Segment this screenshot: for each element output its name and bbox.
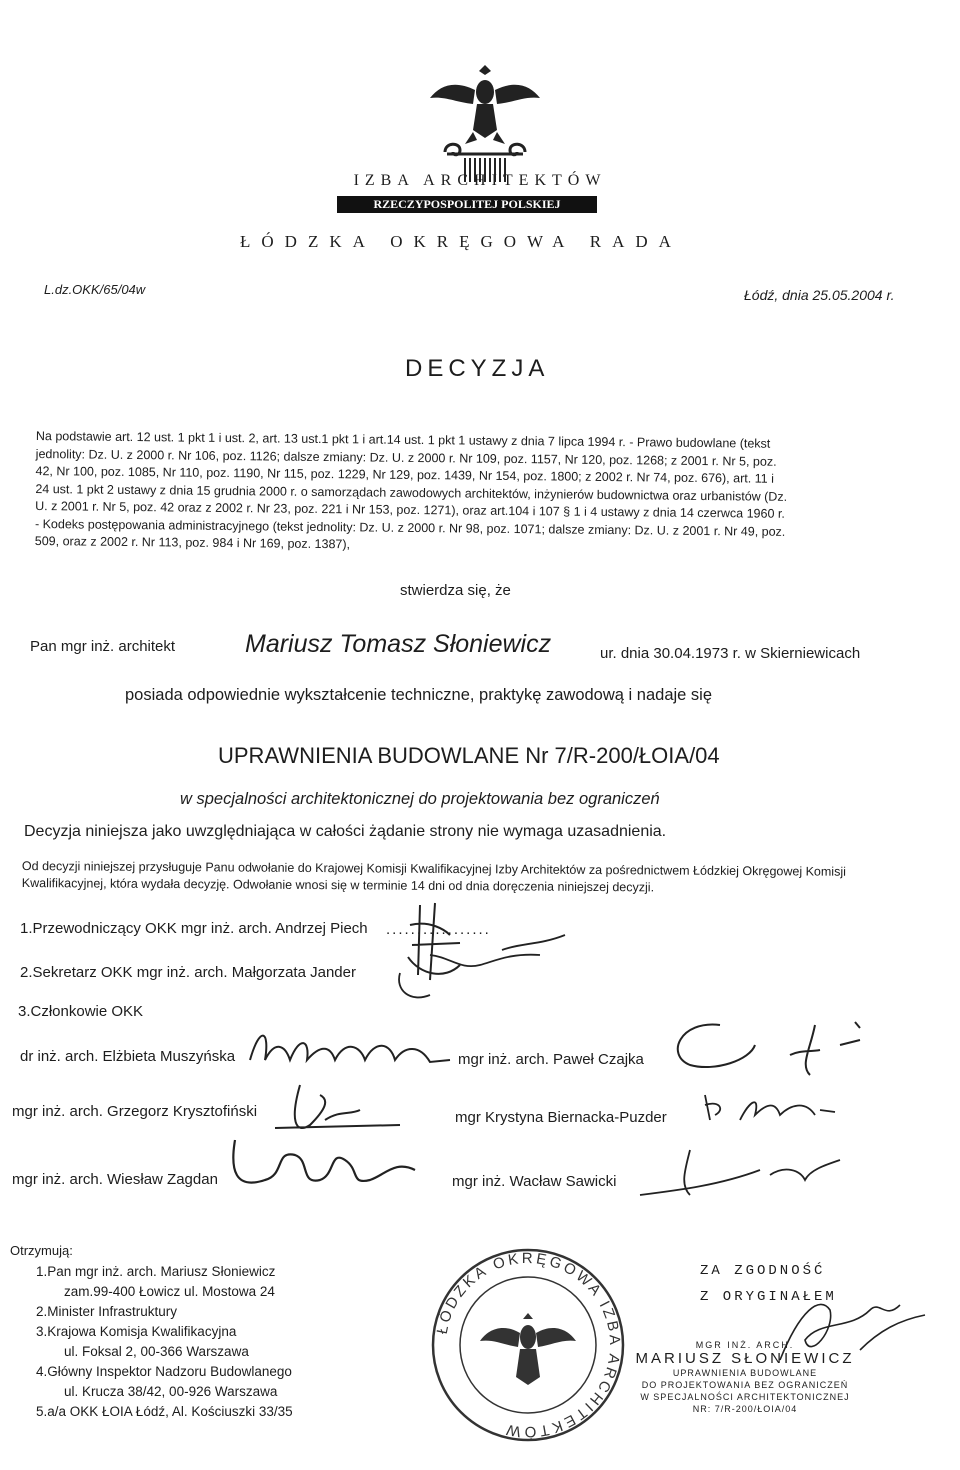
specialty-text: w specjalności architektonicznej do projektowania bez ograniczeń: [180, 790, 660, 808]
member-signatory: dr inż. arch. Elżbieta Muszyńska: [20, 1048, 236, 1065]
legal-line: - Kodeks postępowania administracyjnego (tekst jednolity: Dz. U. z 2000 r. Nr 98, poz. 1071; dalsze zmiany: Dz. U. z 2001 r. Nr 49, poz.: [34, 516, 786, 539]
chair-signatory: 1.Przewodniczący OKK mgr inż. arch. Andrzej Piech: [20, 920, 368, 937]
signature-czajka: [660, 1010, 880, 1080]
member-signatory: mgr Krystyna Biernacka-Puzder: [455, 1109, 667, 1126]
qualification-text: posiada odpowiednie wykształcenie techniczne, praktykę zawodową i nadaje się: [125, 686, 713, 704]
stamp-line: NR: 7/R-200/ŁOIA/04: [692, 1404, 798, 1414]
justification-note: Decyzja niniejsza jako uwzględniająca w całości żądanie strony nie wymaga uzasadnienia.: [24, 823, 667, 840]
signature-muszynska: [245, 1020, 455, 1080]
institution-subtitle: RZECZYPOSPOLITEJ POLSKIEJ: [337, 196, 597, 213]
stamp-name: MARIUSZ SŁONIEWICZ: [635, 1350, 855, 1367]
dotted-line: .................: [386, 921, 491, 938]
stwierdza-text: stwierdza się, że: [400, 582, 511, 599]
legal-line: jednolity: Dz. U. z 2000 r. Nr 106, poz. 1126; dalsze zmiany: Dz. U. z 2000 r. Nr 109, poz. 1157, Nr 120, poz. 1268; z 2001 r. Nr 5, poz.: [35, 446, 777, 469]
stamp-line: UPRAWNIENIA BUDOWLANE: [672, 1368, 818, 1378]
legal-line: Na podstawie art. 12 ust. 1 pkt 1 i ust. 2, art. 13 ust.1 pkt 1 i art.14 ust. 1 pkt 1 ustawy z dnia 7 lipca 1994 r. - Prawo budowlane (tekst: [35, 428, 771, 451]
seal-text: ŁÓDZKA OKRĘGOWA IZBA ARCHITEKTÓW: [433, 1249, 624, 1441]
document-title: DECYZJA: [405, 355, 550, 382]
legal-line: 24 ust. 1 pkt 2 ustawy z dnia 15 grudnia 2000 r. o samorządach zawodowych architektów, inżynierów budownictwa oraz urbanistów (Dz.: [35, 481, 788, 504]
council-name: ŁÓDZKA OKRĘGOWA RADA: [240, 232, 682, 251]
list-item: 2.Minister Infrastruktury: [36, 1304, 178, 1319]
svg-text:ŁÓDZKA OKRĘGOWA IZBA ARCHITEKT: [434, 1250, 623, 1440]
signature-sawicki: [630, 1140, 870, 1200]
person-prefix: Pan mgr inż. architekt: [30, 638, 176, 655]
recipients-list: [36, 1262, 293, 1422]
license-title: UPRAWNIENIA BUDOWLANE Nr 7/R-200/ŁOIA/04: [218, 743, 720, 768]
stamp-title: MGR INŻ. ARCH.: [695, 1340, 795, 1350]
member-signatory: mgr inż. arch. Wiesław Zagdan: [12, 1171, 218, 1188]
legal-line: U. z 2001 r. Nr 5, poz. 42 oraz z 2002 r. Nr 23, poz. 221 i Nr 153, poz. 1271), oraz art.104 i 107 § 1 i 4 ustawy z dnia 14 czerwca 1960 r.: [35, 498, 785, 521]
stamp-line: DO PROJEKTOWANIA BEZ OGRANICZEŃ: [641, 1380, 849, 1390]
list-item: zam.99-400 Łowicz ul. Mostowa 24: [64, 1284, 275, 1299]
list-item: ul. Krucza 38/42, 00-926 Warszawa: [64, 1384, 278, 1399]
legal-line: 42, Nr 100, poz. 1085, Nr 110, poz. 1190, Nr 115, poz. 1229, Nr 129, poz. 1439, Nr 154, poz. 1800; z 2002 r. Nr 74, poz. 676), art. 11 i: [35, 463, 775, 486]
person-birth: ur. dnia 30.04.1973 r. w Skierniewicach: [600, 645, 861, 662]
legal-basis: [35, 428, 906, 560]
signature-zagdan: [225, 1130, 425, 1200]
list-item: ul. Foksal 2, 00-366 Warszawa: [64, 1344, 249, 1359]
architect-stamp: [620, 1340, 870, 1415]
signature-puzder: [700, 1090, 840, 1130]
reference-number: L.dz.OKK/65/04w: [44, 282, 146, 297]
appeal-line: Od decyzji niniejszej przysługuje Panu odwołanie do Krajowej Komisji Kwalifikacyjnej Izby Architektów za pośrednictwem Łódzkiej Okręgowej Komisji: [21, 859, 846, 879]
eagle-emblem-icon: [415, 60, 555, 185]
members-header: 3.Członkowie OKK: [18, 1003, 144, 1020]
place-date: Łódź, dnia 25.05.2004 r.: [744, 287, 895, 303]
appeal-notice: [22, 858, 892, 898]
certified-line: ZA ZGODNOŚĆ: [700, 1263, 826, 1279]
list-item: 5.a/a OKK ŁOIA Łódź, Al. Kościuszki 33/35: [36, 1404, 293, 1419]
member-signatory: mgr inż. arch. Grzegorz Krysztofiński: [12, 1103, 258, 1120]
person-name: Mariusz Tomasz Słoniewicz: [245, 630, 552, 658]
legal-line: 509, oraz z 2002 r. Nr 113, poz. 984 i Nr 169, poz. 1387),: [34, 533, 351, 552]
appeal-line: Kwalifikacyjnej, która wydała decyzję. Odwołanie wnosi się w terminie 14 dni od dnia doręczenia niniejszej decyzji.: [21, 875, 655, 895]
recipients-header: Otrzymują:: [10, 1243, 73, 1258]
signature-piech: [390, 895, 570, 1015]
list-item: 4.Główny Inspektor Nadzoru Budowlanego: [36, 1364, 292, 1379]
seal-text-ring: [428, 1245, 628, 1445]
member-signatory: mgr inż. arch. Paweł Czajka: [458, 1051, 644, 1068]
secretary-signatory: 2.Sekretarz OKK mgr inż. arch. Małgorzata Jander: [20, 964, 356, 981]
stamp-line: W SPECJALNOŚCI ARCHITEKTONICZNEJ: [640, 1392, 850, 1402]
list-item: 1.Pan mgr inż. arch. Mariusz Słoniewicz: [36, 1264, 276, 1279]
member-signatory: mgr inż. Wacław Sawicki: [452, 1173, 617, 1190]
list-item: 3.Krajowa Komisja Kwalifikacyjna: [36, 1324, 237, 1339]
certified-line: Z ORYGINAŁEM: [700, 1289, 837, 1305]
institution-name: IZBA ARCHITEKTÓW: [353, 172, 607, 189]
certified-copy-text: [700, 1258, 837, 1310]
